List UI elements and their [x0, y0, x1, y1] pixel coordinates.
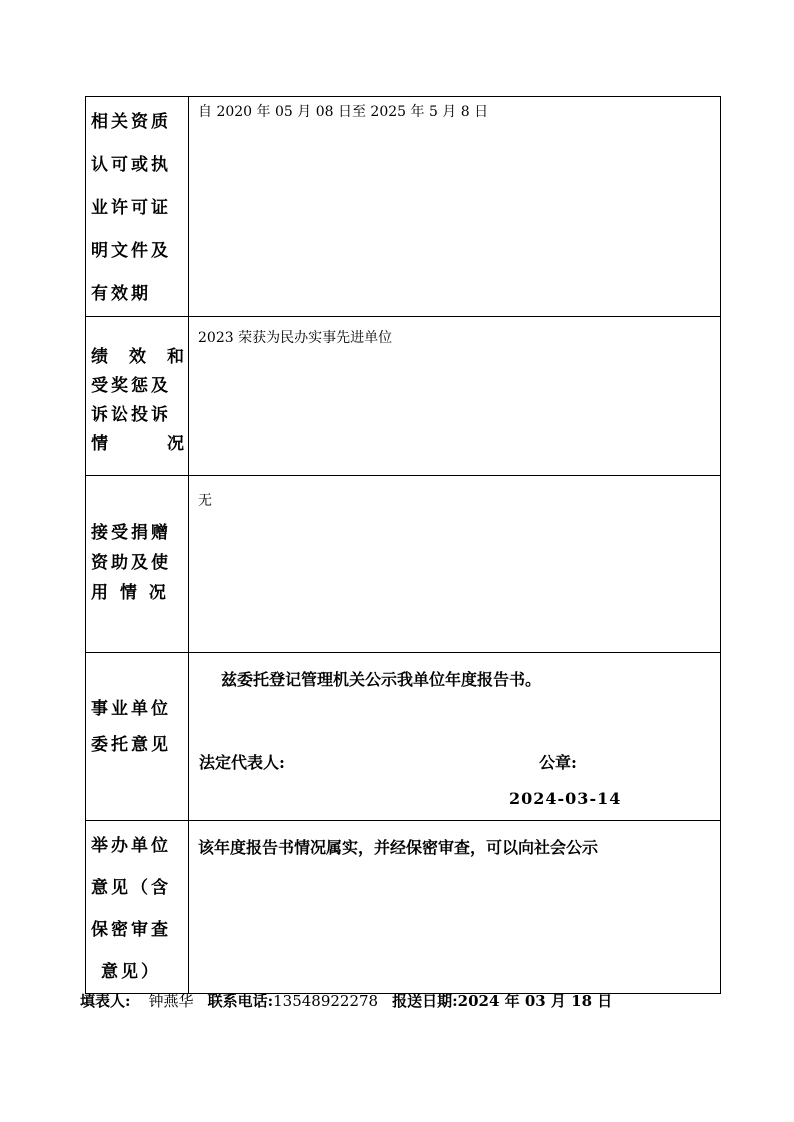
- phone-label: 联系电话:: [207, 992, 274, 1010]
- legal-representative-label: 法定代表人:: [199, 753, 285, 772]
- label-char: 况: [167, 434, 184, 454]
- label-char: 情: [91, 434, 108, 454]
- sponsor-label-line: 举办单位: [91, 836, 171, 856]
- donation-label-line: 资助及使: [91, 553, 171, 573]
- label-char: 绩: [91, 347, 108, 367]
- qualification-row: [86, 97, 721, 317]
- sponsor-label-line: 保密审查: [91, 920, 171, 940]
- sponsor-opinion: 该年度报告书情况属实，并经保密审查，可以向社会公示: [198, 838, 599, 857]
- performance-label-line: [91, 343, 184, 372]
- label-char: 和: [167, 347, 184, 367]
- commission-statement: 兹委托登记管理机关公示我单位年度报告书。: [221, 670, 542, 689]
- sponsor-label-line: 意见（含: [91, 878, 171, 898]
- performance-label-cell: [86, 317, 189, 476]
- submit-date: 2024 年 03 月 18 日: [457, 992, 613, 1010]
- performance-label-line: 诉讼投诉: [91, 405, 171, 425]
- submit-date-label: 报送日期:: [392, 992, 458, 1010]
- sponsor-value-cell: [189, 821, 721, 994]
- annual-report-table: [85, 96, 721, 994]
- sponsor-label-cell: [86, 821, 189, 994]
- donation-row: [86, 476, 721, 653]
- performance-label-line: [91, 430, 184, 459]
- donation-label-cell: [86, 476, 189, 653]
- qualification-value-cell: [189, 97, 721, 317]
- performance-value: 2023 荣获为民办实事先进单位: [198, 330, 393, 346]
- commission-label-cell: [86, 653, 189, 821]
- qualification-label-line: 业许可证: [91, 198, 171, 218]
- donation-value-cell: [189, 476, 721, 653]
- label-char: 效: [129, 347, 146, 367]
- donation-label-line: 接受捐赠: [91, 523, 171, 543]
- commission-label-line: 委托意见: [91, 735, 171, 755]
- sponsor-label-line: 意见）: [101, 962, 161, 982]
- qualification-label-line: 明文件及: [91, 241, 171, 261]
- phone-number: 13548922278: [273, 992, 379, 1010]
- sponsor-row: [86, 821, 721, 994]
- qualification-label-line: 相关资质: [91, 112, 171, 132]
- commission-row: [86, 653, 721, 821]
- performance-value-cell: [189, 317, 721, 476]
- qualification-label-line: 认可或执: [91, 155, 171, 175]
- filler-label: 填表人:: [80, 992, 131, 1010]
- qualification-label-line: 有效期: [91, 284, 151, 304]
- donation-value: 无: [198, 493, 212, 509]
- performance-label-line: 受奖惩及: [91, 376, 171, 396]
- filler-name: 钟燕华: [148, 992, 194, 1010]
- commission-date: 2024-03-14: [509, 789, 622, 808]
- seal-label: 公章:: [539, 753, 577, 772]
- donation-label-line: 用 情 况: [91, 583, 169, 603]
- performance-row: [86, 317, 721, 476]
- qualification-label-cell: [86, 97, 189, 317]
- qualification-validity: 自 2020 年 05 月 08 日至 2025 年 5 月 8 日: [198, 104, 489, 120]
- report-footer: [80, 990, 612, 1011]
- commission-label-line: 事业单位: [91, 699, 171, 719]
- commission-value-cell: [189, 653, 721, 821]
